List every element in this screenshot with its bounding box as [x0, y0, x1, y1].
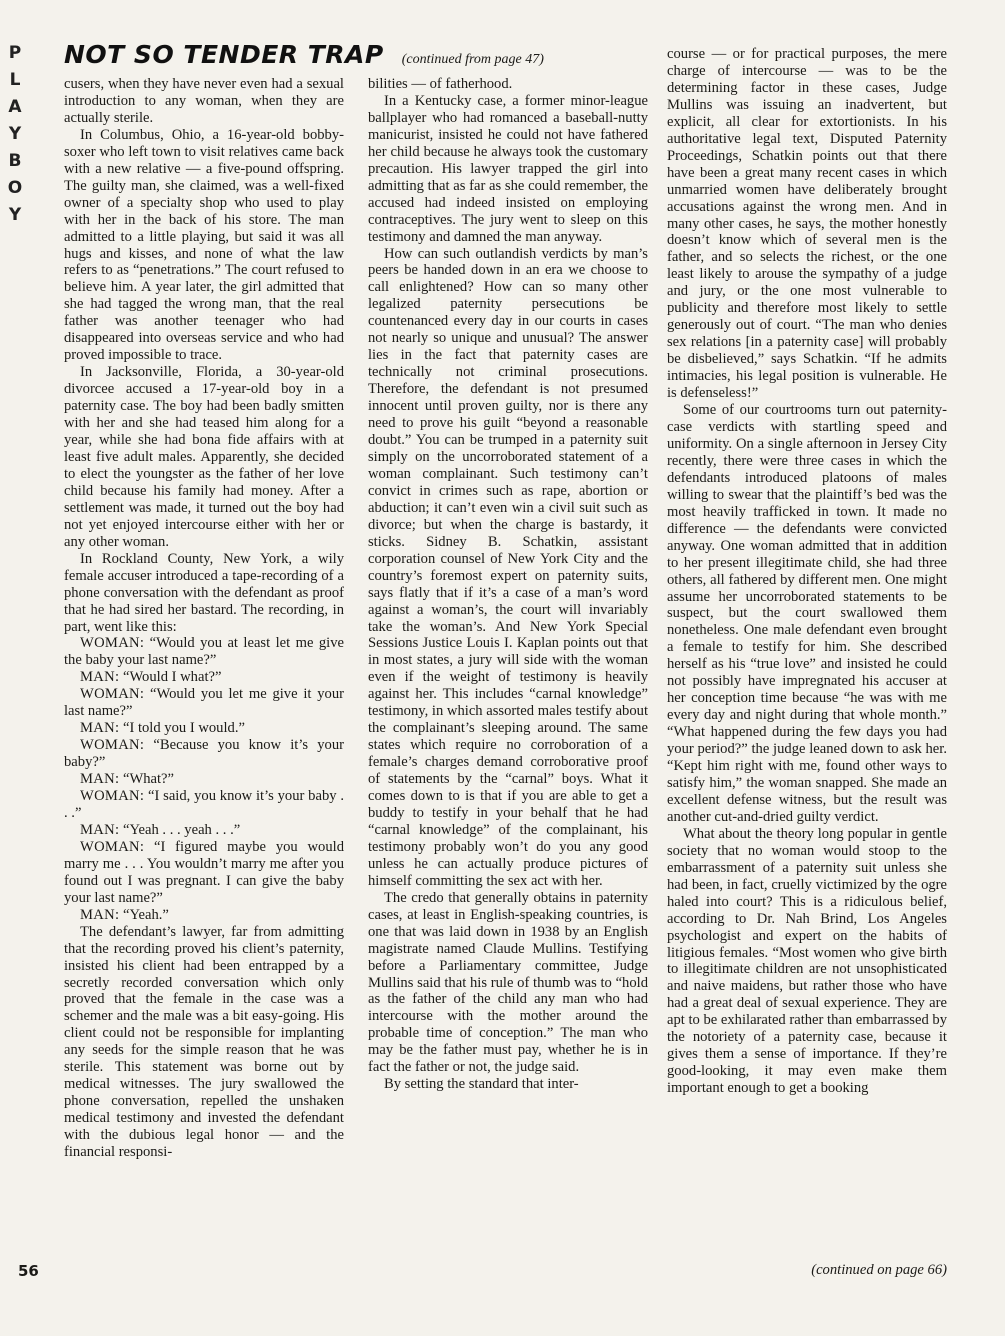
paragraph-text: The defendant’s lawyer, far from admitting that the recording proved his client’s paternity, insisted his client had been entrapped by a secretly recorded conversation which only proved that the female in the case was a schemer and the male was a bit easy-going. His client could not be responsible for implanting any seeds for the simple reason that he was sterile. This statement was borne out by medical witnesses. The jury swallowed the phone conversation, repelled the unshaken medical testimony and invested the defendant with the dubious legal honor — and the financial responsi- [64, 923, 344, 1161]
article-paragraph [64, 364, 344, 550]
article-paragraph [64, 822, 344, 839]
paragraph-text: “What?” [119, 771, 174, 788]
speaker-label: MAN: [80, 821, 120, 838]
paragraph-text: bilities — of fatherhood. [368, 76, 513, 92]
paragraph-text: What about the theory long popular in gentle society that no woman would stoop to the embarrassment of a paternity suit unless she had been, in fact, cruelly victimized by the ogre haled into court? This is a ridiculous belief, according to Dr. Nah Brind, Los Angeles psychologist and expert on the habits of litigious females. “Most women who give birth to illegitimate children are not unsophisticated and naive maidens, but rather those who have had a great deal of sexual experience. They are apt to be exhilarated rather than embarrassed by the notoriety of a paternity case, because it gives them a sense of importance. If they’re good-looking, it may even make them important enough to get a booking [667, 825, 947, 1097]
article-paragraph [64, 788, 344, 822]
article-paragraph [64, 127, 344, 364]
paragraph-text: “Would you at least let me give the baby your last name?” [64, 635, 344, 669]
magazine-name-letter: P [8, 43, 22, 63]
article-paragraph [64, 76, 344, 127]
speaker-label: WOMAN: [80, 686, 145, 703]
article-paragraph [64, 669, 344, 686]
paragraph-text: “I figured maybe you would marry me . . . You wouldn’t marry me after you found out I was pregnant. I can give the baby your last name?” [64, 838, 344, 906]
article-paragraph [667, 46, 947, 402]
paragraph-text: “I told you I would.” [119, 720, 245, 737]
continued-from-note: (continued from page 47) [401, 52, 544, 67]
page-number: 56 [18, 1262, 39, 1280]
article-paragraph [368, 890, 648, 1076]
article-title: NOT SO TENDER TRAP [64, 40, 384, 69]
article-paragraph [667, 826, 947, 1097]
article-paragraph [368, 1076, 648, 1093]
speaker-label: MAN: [80, 771, 120, 788]
magazine-name-letter: O [7, 178, 23, 198]
magazine-name-letter: A [8, 97, 22, 117]
paragraph-text: In Jacksonville, Florida, a 30-year-old divorcee accused a 17-year-old boy in a paternity case. The boy had been badly smitten with her and she had teased him along for a year, while she had bona fide affairs with at least five adult males. Apparently, she decided to elect the youngster as the father of her love child because his family had money. After a settlement was made, it turned out the boy had not yet enjoyed intercourse either with her or any other woman. [64, 364, 344, 550]
paragraph-text: By setting the standard that inter- [384, 1076, 579, 1093]
article-paragraph [64, 771, 344, 788]
speaker-label: MAN: [80, 906, 120, 923]
speaker-label: WOMAN: [80, 737, 145, 754]
paragraph-text: “Because you know it’s your baby?” [64, 737, 344, 771]
article-paragraph [64, 737, 344, 771]
article-paragraph [64, 686, 344, 720]
paragraph-text: cusers, when they have never even had a sexual introduction to any woman, when they are actually sterile. [64, 76, 344, 126]
article-paragraph [64, 551, 344, 636]
article-paragraph [64, 720, 344, 737]
text-column-1 [64, 76, 344, 1161]
text-column-3 [667, 46, 947, 1097]
paragraph-text: In Columbus, Ohio, a 16-year-old bobby-soxer who left town to visit relatives came back with a new relative — a five-pound offspring. The guilty man, she claimed, was a well-fixed owner of a specialty shop who used to play with her in the back of his store. The man admitted to a little playing, but said it was all hugs and kisses, and none of what the law refers to as “penetrations.” The court refused to believe him. A year later, the girl admitted that she had tagged the wrong man, that the real father was another teenager who had disappeared into overseas service and who had proved impossible to trace. [64, 126, 344, 364]
speaker-label: WOMAN: [80, 838, 145, 855]
paragraph-text: “Would I what?” [119, 669, 222, 686]
article-paragraph [64, 924, 344, 1161]
paragraph-text: “Yeah . . . yeah . . .” [119, 821, 241, 838]
article-paragraph [667, 402, 947, 826]
article-paragraph [368, 93, 648, 246]
magazine-name-letter: Y [8, 124, 22, 144]
paragraph-text: “Yeah.” [119, 906, 169, 923]
article-paragraph [64, 839, 344, 907]
magazine-name-vertical [4, 40, 26, 229]
article-header [64, 40, 544, 69]
paragraph-text: How can such outlandish verdicts by man’s peers be handed down in an era we choose to call enlightened? How can so many other legalized paternity persecutions be countenanced every day in our courts in cases not nearly so unique and unusual? The answer lies in the fact that paternity cases are technically not criminal prosecutions. Therefore, the defendant is not presumed innocent until proven guilty, nor is there any need to prove his guilt “beyond a reasonable doubt.” You can be trumped in a paternity suit simply on the uncorroborated statement of a woman complainant. Such testimony can’t convict in crimes such as rape, abortion or abduction; it can’t even win a civil suit such as divorce; but when the charge is bastardy, it sticks. Sidney B. Schatkin, assistant corporation counsel of New York City and the country’s foremost expert on paternity suits, says flatly that if it’s a case of a man’s word against a woman’s, the court will invariably take the woman’s. And New York Special Sessions Justice Louis I. Kaplan points out that in most states, a jury will side with the woman even if the weight of testimony is heavily against her. This includes “carnal knowledge” testimony, in which assorted males testify about the complainant’s sleeping around. The same states which require no corroboration of a female’s charges demand corroborative proof of statements by the “carnal” boys. What it comes down to is that if you are able to get a buddy to testify in your behalf that he had “carnal knowledge” of the complainant, his testimony probably won’t do you any good unless he can actually produce pictures of himself committing the sex act with her. [368, 245, 648, 889]
paragraph-text: In Rockland County, New York, a wily female accuser introduced a tape-recording of a phone conversation with the defendant as proof that he had sired her bastard. The recording, in part, went like this: [64, 550, 344, 635]
paragraph-text: course — or for practical purposes, the mere charge of intercourse — was to be the determining factor in these cases, Judge Mullins was issuing an inadvertent, but explicit, all clear for extortionists. In his authoritative legal text, Disputed Paternity Proceedings, Schatkin points out that there have been a great many recent cases in which unmarried women have deliberately brought accusations against the wrong men. And in many other cases, he says, the mother honestly doesn’t know which of several men is the father, and so selects the richest, or the one least likely to arouse the sympathy of a judge and jury, or the one most vulnerable to publicity and therefore most likely to settle generously out of court. “The man who denies sex relations [in a paternity case] will probably be disbelieved,” says Schatkin. “If he admits intimacies, his legal position is vulnerable. He is defenseless!” [667, 46, 947, 402]
article-paragraph [64, 907, 344, 924]
speaker-label: WOMAN: [80, 788, 145, 805]
paragraph-text: The credo that generally obtains in paternity cases, at least in English-speaking countries, is one that was laid down in 1938 by an English magistrate named Claude Mullins. Testifying before a Parliamentary committee, Judge Mullins said that his rule of thumb was to “hold as the father of the child any man who had intercourse with the mother around the probable time of conception.” The man who may be the father must pay, whether he is in fact the father or not, the judge said. [368, 889, 648, 1076]
magazine-name-letter: Y [8, 205, 22, 225]
speaker-label: MAN: [80, 669, 120, 686]
continued-on-note: (continued on page 66) [811, 1262, 947, 1278]
magazine-name-letter: B [8, 151, 22, 171]
magazine-name-letter: L [9, 70, 21, 90]
speaker-label: MAN: [80, 720, 120, 737]
text-column-2 [368, 76, 648, 1093]
paragraph-text: “Would you let me give it your last name?” [64, 686, 344, 720]
paragraph-text: “I said, you know it’s your baby . . .” [64, 788, 344, 821]
article-paragraph [64, 635, 344, 669]
article-paragraph [368, 76, 648, 93]
speaker-label: WOMAN: [80, 635, 145, 652]
article-paragraph [368, 246, 648, 890]
paragraph-text: Some of our courtrooms turn out paternity-case verdicts with startling speed and uniformity. On a single afternoon in Jersey City recently, there were three cases in which the defendants introduced platoons of males willing to swear that the plaintiff’s bed was the most heavily trafficked in town. It made no difference — the defendants were convicted anyway. One woman admitted that in addition to her present illegitimate child, she had three others, all fathered by different men. One might assume her uncorroborated statements to be suspect, but the court swallowed them nonetheless. One male defendant even brought a female to testify for him. She described herself as his “true love” and insisted he could not possibly have impregnated his accuser at her conception time because “he was with me every day and night during that whole month.” “What happened during the few days you had your period?” the judge leaned down to ask her. “Kept him right with me, found other ways to satisfy him,” the woman snapped. She made an excellent defense witness, but the result was another cut-and-dried guilty verdict. [667, 402, 947, 825]
paragraph-text: In a Kentucky case, a former minor-league ballplayer who had romanced a baseball-nutty manicurist, insisted he could not have fathered her child because he always took the customary precaution. His lawyer trapped the girl into admitting that as far as she could remember, the accused had indeed insisted on employing contraceptives. The jury went to sleep on this testimony and damned the man anyway. [368, 92, 648, 245]
